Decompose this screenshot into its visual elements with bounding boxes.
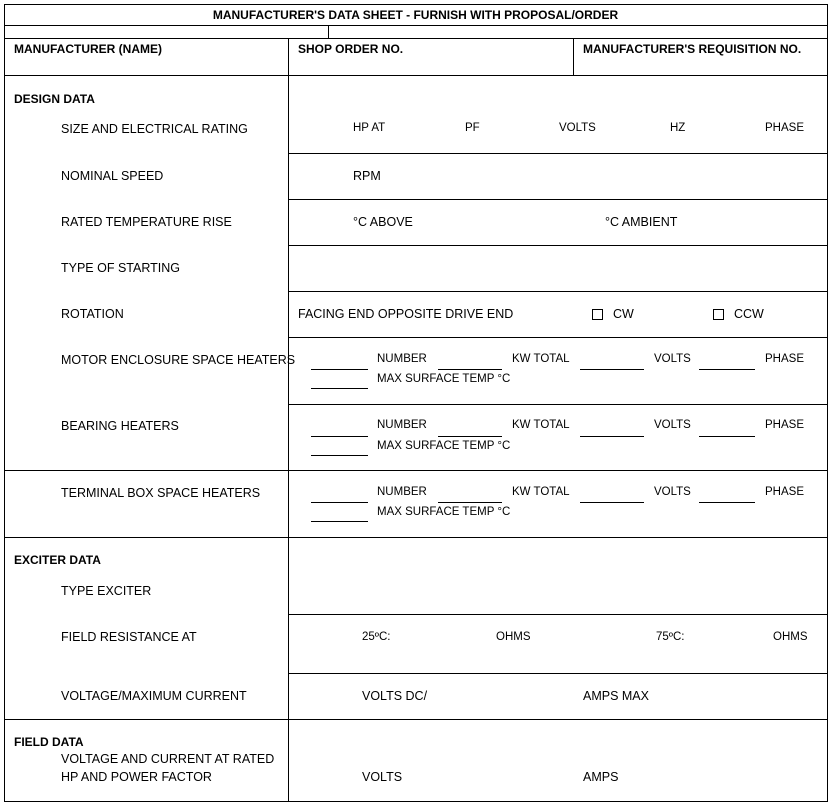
hz-label: HZ [670,122,686,134]
number-label: NUMBER [377,419,427,431]
amps-max-label: AMPS MAX [583,689,649,703]
field-data-heading: FIELD DATA [14,735,84,749]
max-surface-temp-label: MAX SURFACE TEMP °C [377,506,511,518]
border-bottom [4,801,828,802]
shop-order-label: SHOP ORDER NO. [298,42,404,56]
number-label: NUMBER [377,353,427,365]
type-of-starting-label: TYPE OF STARTING [61,261,180,275]
motor-heaters-kw-field[interactable] [438,369,502,370]
divider [288,404,828,405]
volts-label: VOLTS [559,122,596,134]
field-volts-label: VOLTS [362,770,403,784]
rpm-label: RPM [353,169,381,183]
cw-checkbox[interactable] [592,309,603,320]
sheet-title: MANUFACTURER'S DATA SHEET - FURNISH WITH PROPOSAL/ORDER [212,8,619,22]
phase-label: PHASE [765,353,804,365]
terminal-box-heaters-label: TERMINAL BOX SPACE HEATERS [61,486,261,500]
terminal-heaters-volts-field[interactable] [580,502,644,503]
bearing-heaters-number-field[interactable] [311,436,368,437]
motor-heaters-volts-field[interactable] [580,369,644,370]
phase-label: PHASE [765,486,804,498]
cw-label: CW [613,307,634,321]
divider [4,719,828,720]
design-data-heading: DESIGN DATA [14,92,95,106]
manufacturer-name-label: MANUFACTURER (NAME) [14,42,162,56]
volts-label: VOLTS [654,486,691,498]
max-surface-temp-label: MAX SURFACE TEMP °C [377,373,511,385]
ohms-label: OHMS [496,631,531,643]
column-divider [328,25,329,39]
ohms-label: OHMS [773,631,808,643]
column-divider [288,38,289,802]
kw-total-label: KW TOTAL [512,353,570,365]
motor-heaters-label: MOTOR ENCLOSURE SPACE HEATERS [61,353,296,367]
bearing-heaters-label: BEARING HEATERS [61,419,179,433]
facing-end-label: FACING END OPPOSITE DRIVE END [298,307,514,321]
temp-rise-label: RATED TEMPERATURE RISE [61,215,232,229]
column-divider [573,38,574,76]
terminal-heaters-phase-field[interactable] [699,502,755,503]
requisition-label: MANUFACTURER'S REQUISITION NO. [583,42,802,56]
divider [4,470,828,471]
size-rating-label: SIZE AND ELECTRICAL RATING [61,122,248,136]
ccw-checkbox[interactable] [713,309,724,320]
phase-label: PHASE [765,122,804,134]
exciter-data-heading: EXCITER DATA [14,553,101,567]
terminal-heaters-max-temp-field[interactable] [311,521,368,522]
border-top [4,4,828,5]
field-amps-label: AMPS [583,770,619,784]
divider [4,38,828,39]
divider [288,153,828,154]
field-resistance-label: FIELD RESISTANCE AT [61,630,197,644]
divider [288,337,828,338]
phase-label: PHASE [765,419,804,431]
bearing-heaters-volts-field[interactable] [580,436,644,437]
bearing-heaters-max-temp-field[interactable] [311,455,368,456]
nominal-speed-label: NOMINAL SPEED [61,169,164,183]
number-label: NUMBER [377,486,427,498]
temp-25-label: 25ºC: [362,631,391,643]
voltage-current-rated-label: VOLTAGE AND CURRENT AT RATED [61,752,275,766]
hp-at-label: HP AT [353,122,386,134]
volts-label: VOLTS [654,353,691,365]
divider [288,614,828,615]
motor-heaters-number-field[interactable] [311,369,368,370]
border-right [827,4,828,802]
volts-label: VOLTS [654,419,691,431]
pf-label: PF [465,122,480,134]
terminal-heaters-number-field[interactable] [311,502,368,503]
voltage-max-current-label: VOLTAGE/MAXIMUM CURRENT [61,689,247,703]
hp-power-factor-label: HP AND POWER FACTOR [61,770,212,784]
motor-heaters-max-temp-field[interactable] [311,388,368,389]
motor-heaters-phase-field[interactable] [699,369,755,370]
ccw-label: CCW [734,307,764,321]
deg-ambient-label: °C AMBIENT [605,215,678,229]
volts-dc-label: VOLTS DC/ [362,689,428,703]
divider [4,537,828,538]
rotation-label: ROTATION [61,307,124,321]
divider [288,673,828,674]
border-left [4,4,5,802]
divider [288,245,828,246]
max-surface-temp-label: MAX SURFACE TEMP °C [377,440,511,452]
divider [288,291,828,292]
divider [4,25,828,26]
divider [288,199,828,200]
temp-75-label: 75ºC: [656,631,685,643]
type-exciter-label: TYPE EXCITER [61,584,152,598]
kw-total-label: KW TOTAL [512,419,570,431]
kw-total-label: KW TOTAL [512,486,570,498]
terminal-heaters-kw-field[interactable] [438,502,502,503]
deg-above-label: °C ABOVE [353,215,413,229]
bearing-heaters-kw-field[interactable] [438,436,502,437]
divider [4,75,828,76]
bearing-heaters-phase-field[interactable] [699,436,755,437]
